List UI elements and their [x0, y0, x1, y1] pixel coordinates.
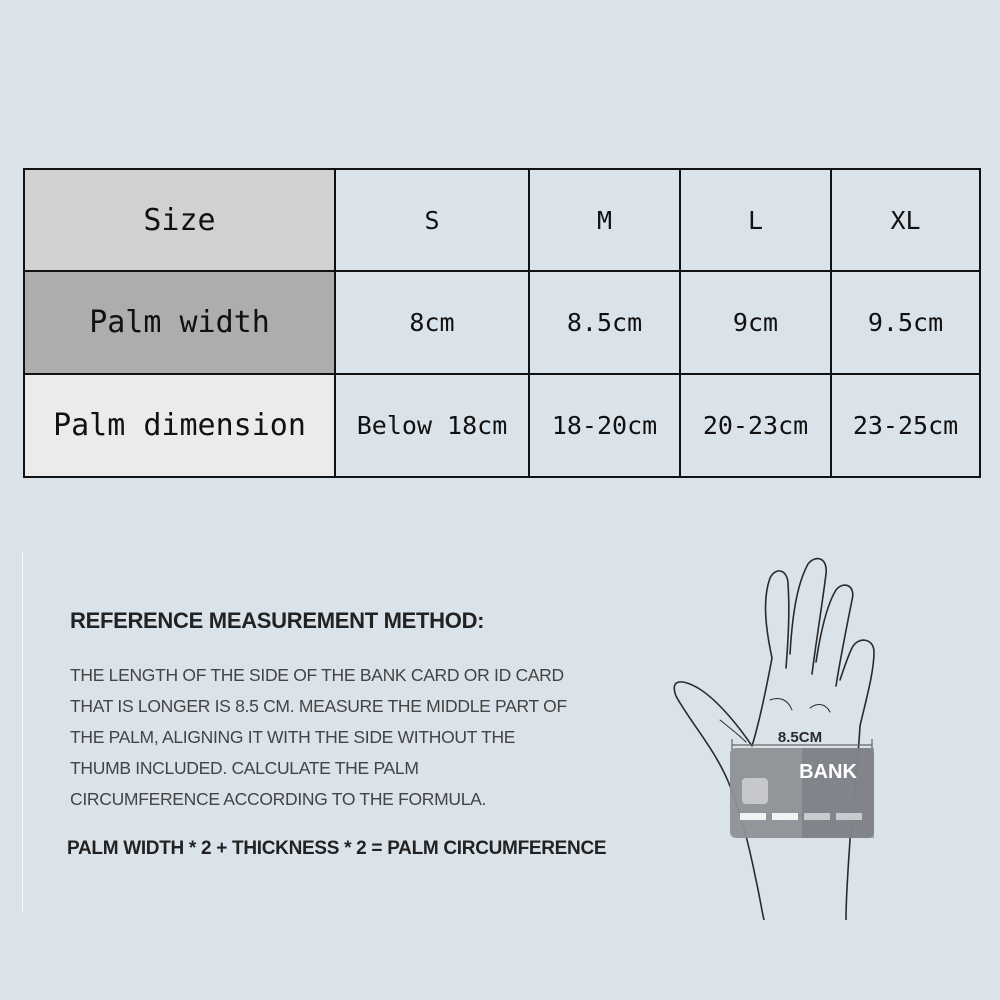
measure-label: 8.5CM [777, 729, 823, 746]
reference-line: THE LENGTH OF THE SIDE OF THE BANK CARD OR ID CARD [70, 665, 564, 685]
palm-width-label: Palm width [24, 271, 335, 374]
reference-heading: REFERENCE MEASUREMENT METHOD: [70, 608, 485, 633]
section-divider [22, 552, 23, 912]
size-xl: XL [831, 169, 980, 271]
card-chip-icon [742, 778, 768, 804]
reference-line: THE PALM, ALIGNING IT WITH THE SIDE WITHOUT THE [70, 727, 516, 747]
size-row [24, 169, 980, 271]
hand-with-card-icon [660, 550, 900, 920]
palm-width-m: 8.5cm [529, 271, 680, 374]
palm-width-l: 9cm [680, 271, 831, 374]
palm-dimension-s: Below 18cm [335, 374, 529, 477]
size-s: S [335, 169, 529, 271]
palm-circumference-formula: PALM WIDTH * 2 + THICKNESS * 2 = PALM CIRCUMFERENCE [67, 838, 607, 859]
palm-width-xl: 9.5cm [831, 271, 980, 374]
palm-width-s: 8cm [335, 271, 529, 374]
palm-dimension-l: 20-23cm [680, 374, 831, 477]
palm-dimension-label: Palm dimension [24, 374, 335, 477]
palm-dimension-xl: 23-25cm [831, 374, 980, 477]
reference-line: THUMB INCLUDED. CALCULATE THE PALM [70, 758, 419, 778]
palm-width-row [24, 271, 980, 374]
size-m: M [529, 169, 680, 271]
size-row-label: Size [24, 169, 335, 271]
reference-description [70, 660, 567, 815]
size-chart-table [23, 168, 981, 478]
size-l: L [680, 169, 831, 271]
reference-line: CIRCUMFERENCE ACCORDING TO THE FORMULA. [70, 789, 487, 809]
card-label: BANK [799, 761, 857, 783]
palm-dimension-row [24, 374, 980, 477]
reference-line: THAT IS LONGER IS 8.5 CM. MEASURE THE MIDDLE PART OF [70, 696, 567, 716]
palm-dimension-m: 18-20cm [529, 374, 680, 477]
